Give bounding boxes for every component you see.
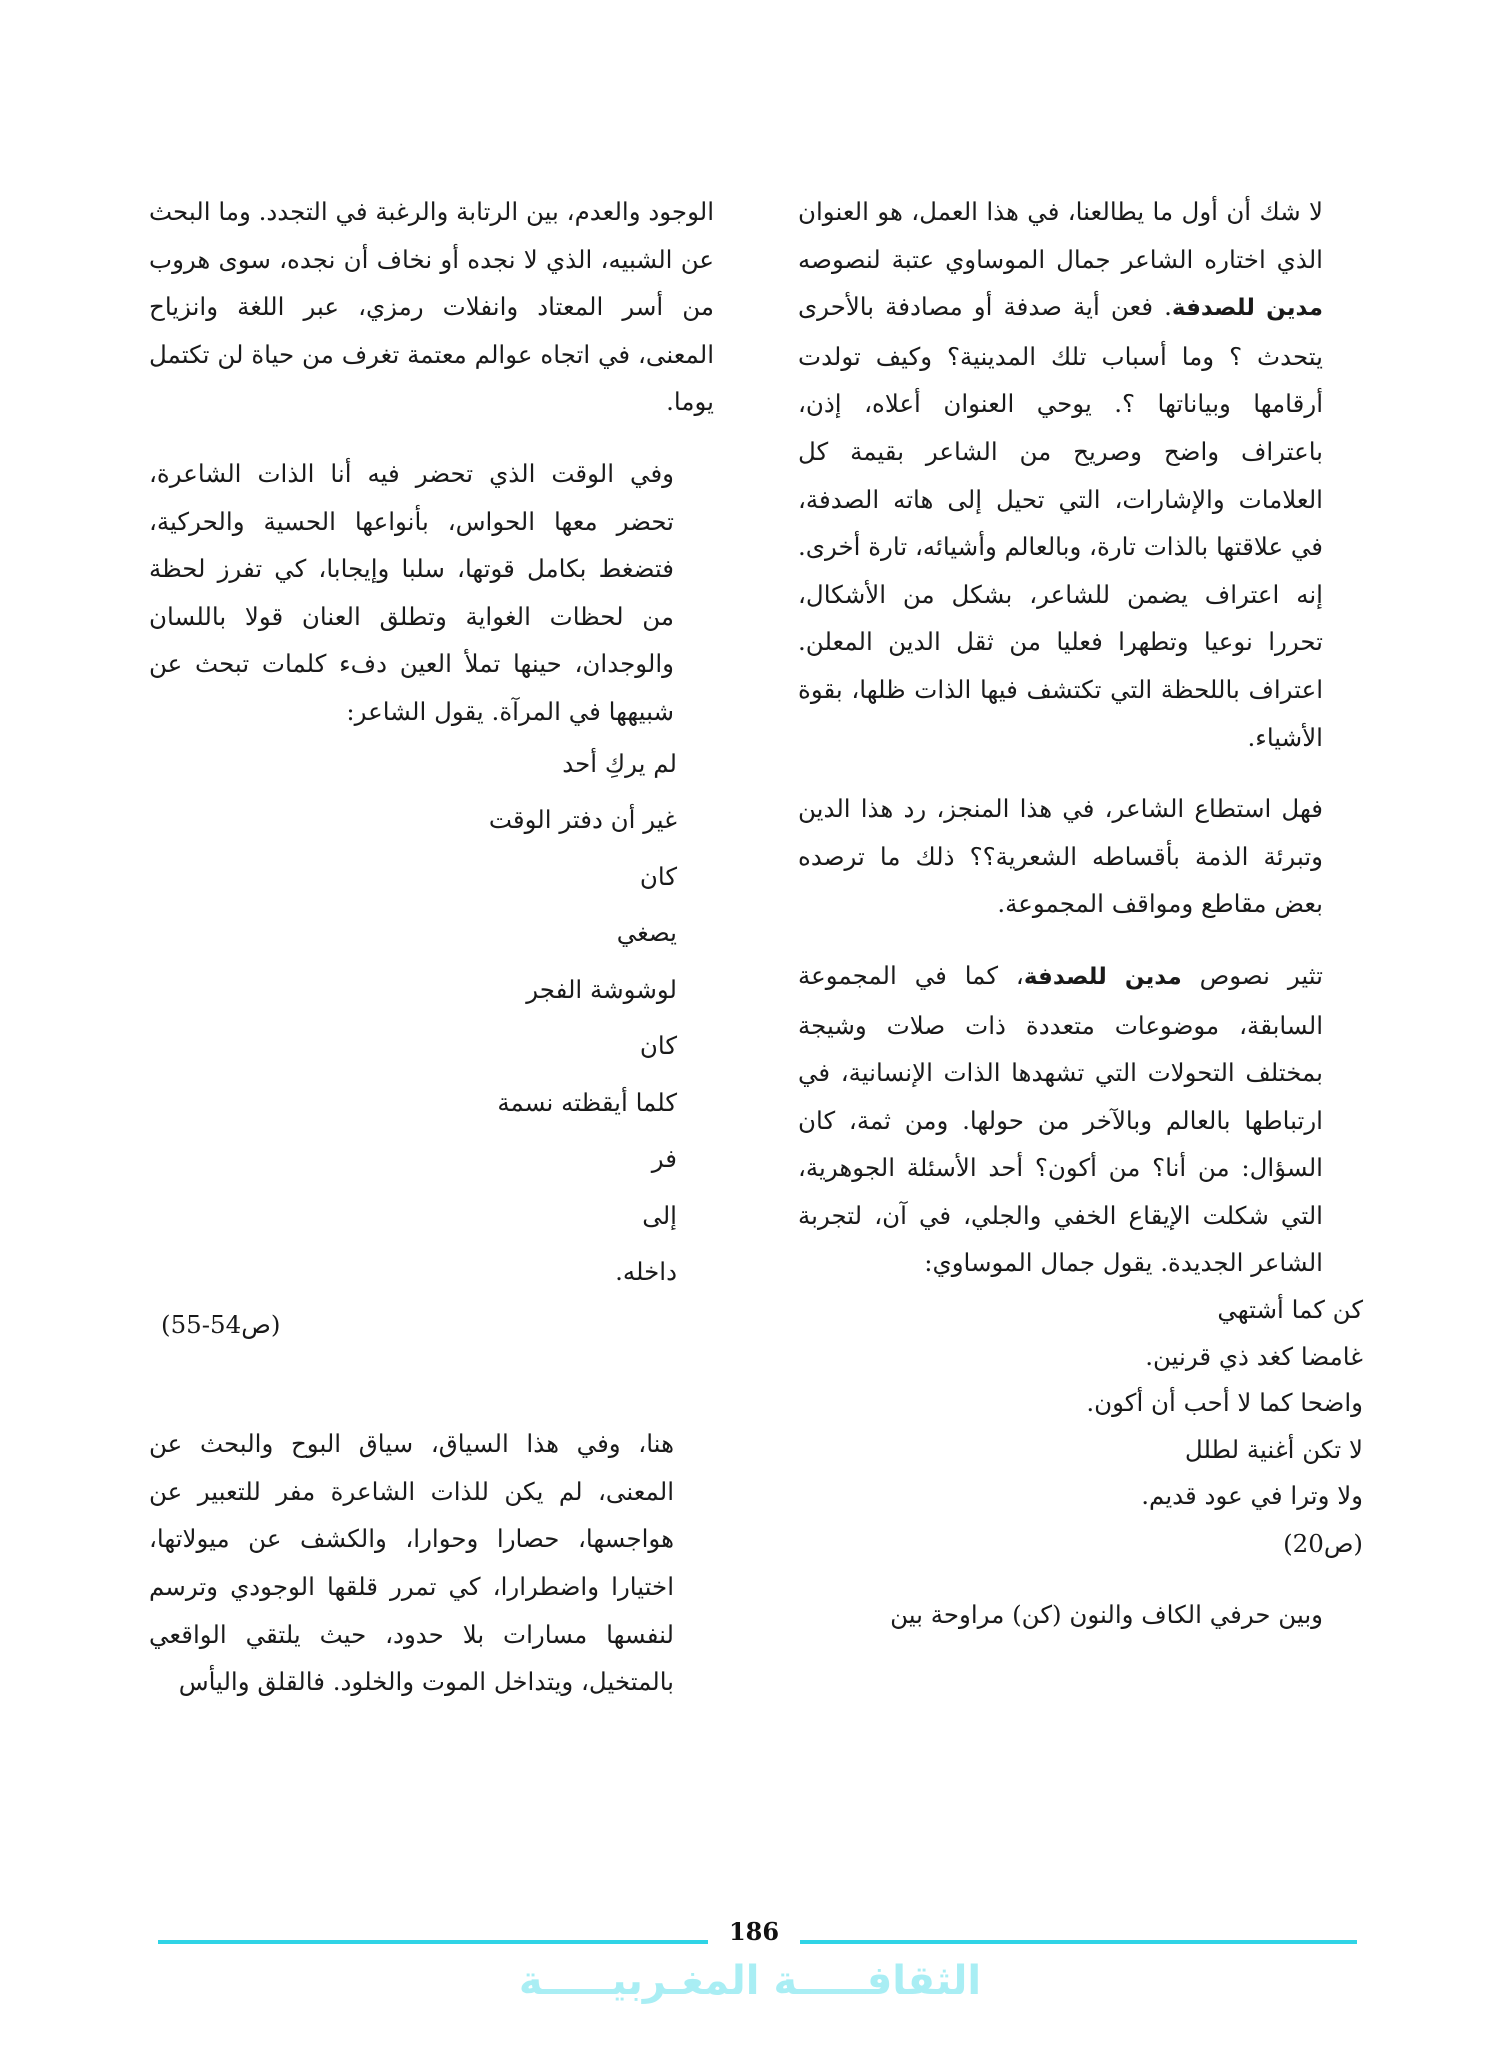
poem-line: لوشوشة الفجر: [526, 974, 677, 1004]
poem-line: داخله.: [615, 1257, 677, 1287]
paragraph-4: وبين حرفي الكاف والنون (كن) مراوحة بين: [890, 1600, 1323, 1630]
poem-line: إلى: [642, 1200, 677, 1230]
poem-line: لم يركِ أحد: [562, 748, 677, 778]
footer-rule-right: [800, 1940, 1357, 1944]
book-title: مدين للصدفة: [1171, 295, 1323, 322]
paragraph-3-text-b: ، كما في المجموعة السابقة، موضوعات متعددة ذات صلات وشيجة بمختلف التحولات التي تشهدها الذات الإنسانية، في ارتباطها بالعالم وبالآخر من حولها. ومن ثمة، كان السؤال: من أنا؟ من أكون؟ أحد الأسئلة الجوهرية، التي شكلت الإيقاع الخفي والجلي، في آن، لتجربة الشاعر الجديدة. يقول جمال الموساوي:: [798, 960, 1323, 1278]
paragraph-1-text-a: لا شك أن أول ما يطالعنا، في هذا العمل، هو العنوان الذي اختاره الشاعر جمال الموساوي عتبة لنصوصه: [798, 197, 1323, 274]
poem-line: كان: [639, 861, 677, 891]
paragraph-1: الوجود والعدم، بين الرتابة والرغبة في التجدد. وما البحث عن الشبيه، الذي لا نجده أو نخاف أن نجده، سوى هروب من أسر المعتاد وانفلات رمزي، عبر اللغة وانزياح المعنى، في اتجاه عوالم معتمة تغرف من حياة لن تكتمل يوما.: [149, 197, 714, 417]
book-title: مدين للصدفة: [1023, 963, 1182, 990]
paragraph-1-text-b: . فعن أية صدفة أو مصادفة بالأحرى يتحدث ؟ وما أسباب تلك المدينية؟ وكيف تولدت أرقامها وبياناتها ؟. يوحي العنوان أعلاه، إذن، باعتراف واضح وصريح من الشاعر بقيمة كل العلامات والإشارات، التي تحيل إلى هاته الصدفة، في علاقتها بالذات تارة، وبالعالم وأشيائه، تارة أخرى. إنه اعتراف يضمن للشاعر، بشكل من الأشكال، تحررا نوعيا وتطهرا فعليا من ثقل الدين المعلن. اعتراف باللحظة التي تكتشف فيها الذات ظلها، بقوة الأشياء.: [798, 292, 1323, 752]
poem-line: ولا وترا في عود قديم.: [1141, 1481, 1363, 1511]
page-number: 186: [728, 1917, 780, 1946]
poem-line: واضحا كما لا أحب أن أكون.: [1086, 1388, 1363, 1418]
left-column: [149, 188, 714, 1706]
poem-citation: (ص20): [1283, 1528, 1363, 1558]
poem-line: كلما أيقظته نسمة: [497, 1087, 677, 1117]
poem-line: غامضا كغد ذي قرنين.: [1145, 1341, 1363, 1371]
magazine-masthead: الثقافـــــة المغـربيـــــة: [518, 1958, 982, 2004]
paragraph-1: [798, 188, 1363, 761]
paragraph-3: [798, 952, 1363, 1287]
poem-line: يصغي: [616, 918, 677, 948]
paragraph-2: وفي الوقت الذي تحضر فيه أنا الذات الشاعرة، تحضر معها الحواس، بأنواعها الحسية والحركية، فتضغط بكامل قوتها، سلبا وإيجابا، كي تفرز لحظة من لحظات الغواية وتطلق العنان قولا باللسان والوجدان، حينها تملأ العين دفء كلمات تبحث عن شبيهها في المرآة. يقول الشاعر:: [149, 458, 674, 726]
paragraph-2: فهل استطاع الشاعر، في هذا المنجز، رد هذا الدين وتبرئة الذمة بأقساطه الشعرية؟؟ ذلك ما ترصده بعض مقاطع ومواقف المجموعة.: [798, 794, 1323, 919]
footer-rule-left: [158, 1940, 708, 1944]
poem-line: فر: [651, 1144, 677, 1174]
paragraph-3-text-a: تثير نصوص: [1181, 960, 1323, 990]
paragraph-3: هنا، وفي هذا السياق، سياق البوح والبحث عن المعنى، لم يكن للذات الشاعرة مفر للتعبير عن هواجسها، حصارا وحوارا، والكشف عن ميولاتها، اختيارا واضطرارا، كي تمرر قلقها الوجودي وترسم لنفسها مسارات بلا حدود، حيث يلتقي الواقعي بالمتخيل، ويتداخل الموت والخلود. فالقلق واليأس: [149, 1429, 674, 1697]
poem-citation: (ص54-55): [161, 1309, 281, 1339]
poem-line: غير أن دفتر الوقت: [488, 805, 677, 835]
poem-line: كن كما أشتهي: [1217, 1295, 1363, 1325]
poem-line: لا تكن أغنية لطلل: [1184, 1434, 1363, 1464]
right-column: [798, 188, 1363, 1639]
poem-excerpt: [149, 736, 714, 1301]
poem-excerpt: [798, 1287, 1363, 1520]
poem-line: كان: [639, 1031, 677, 1061]
